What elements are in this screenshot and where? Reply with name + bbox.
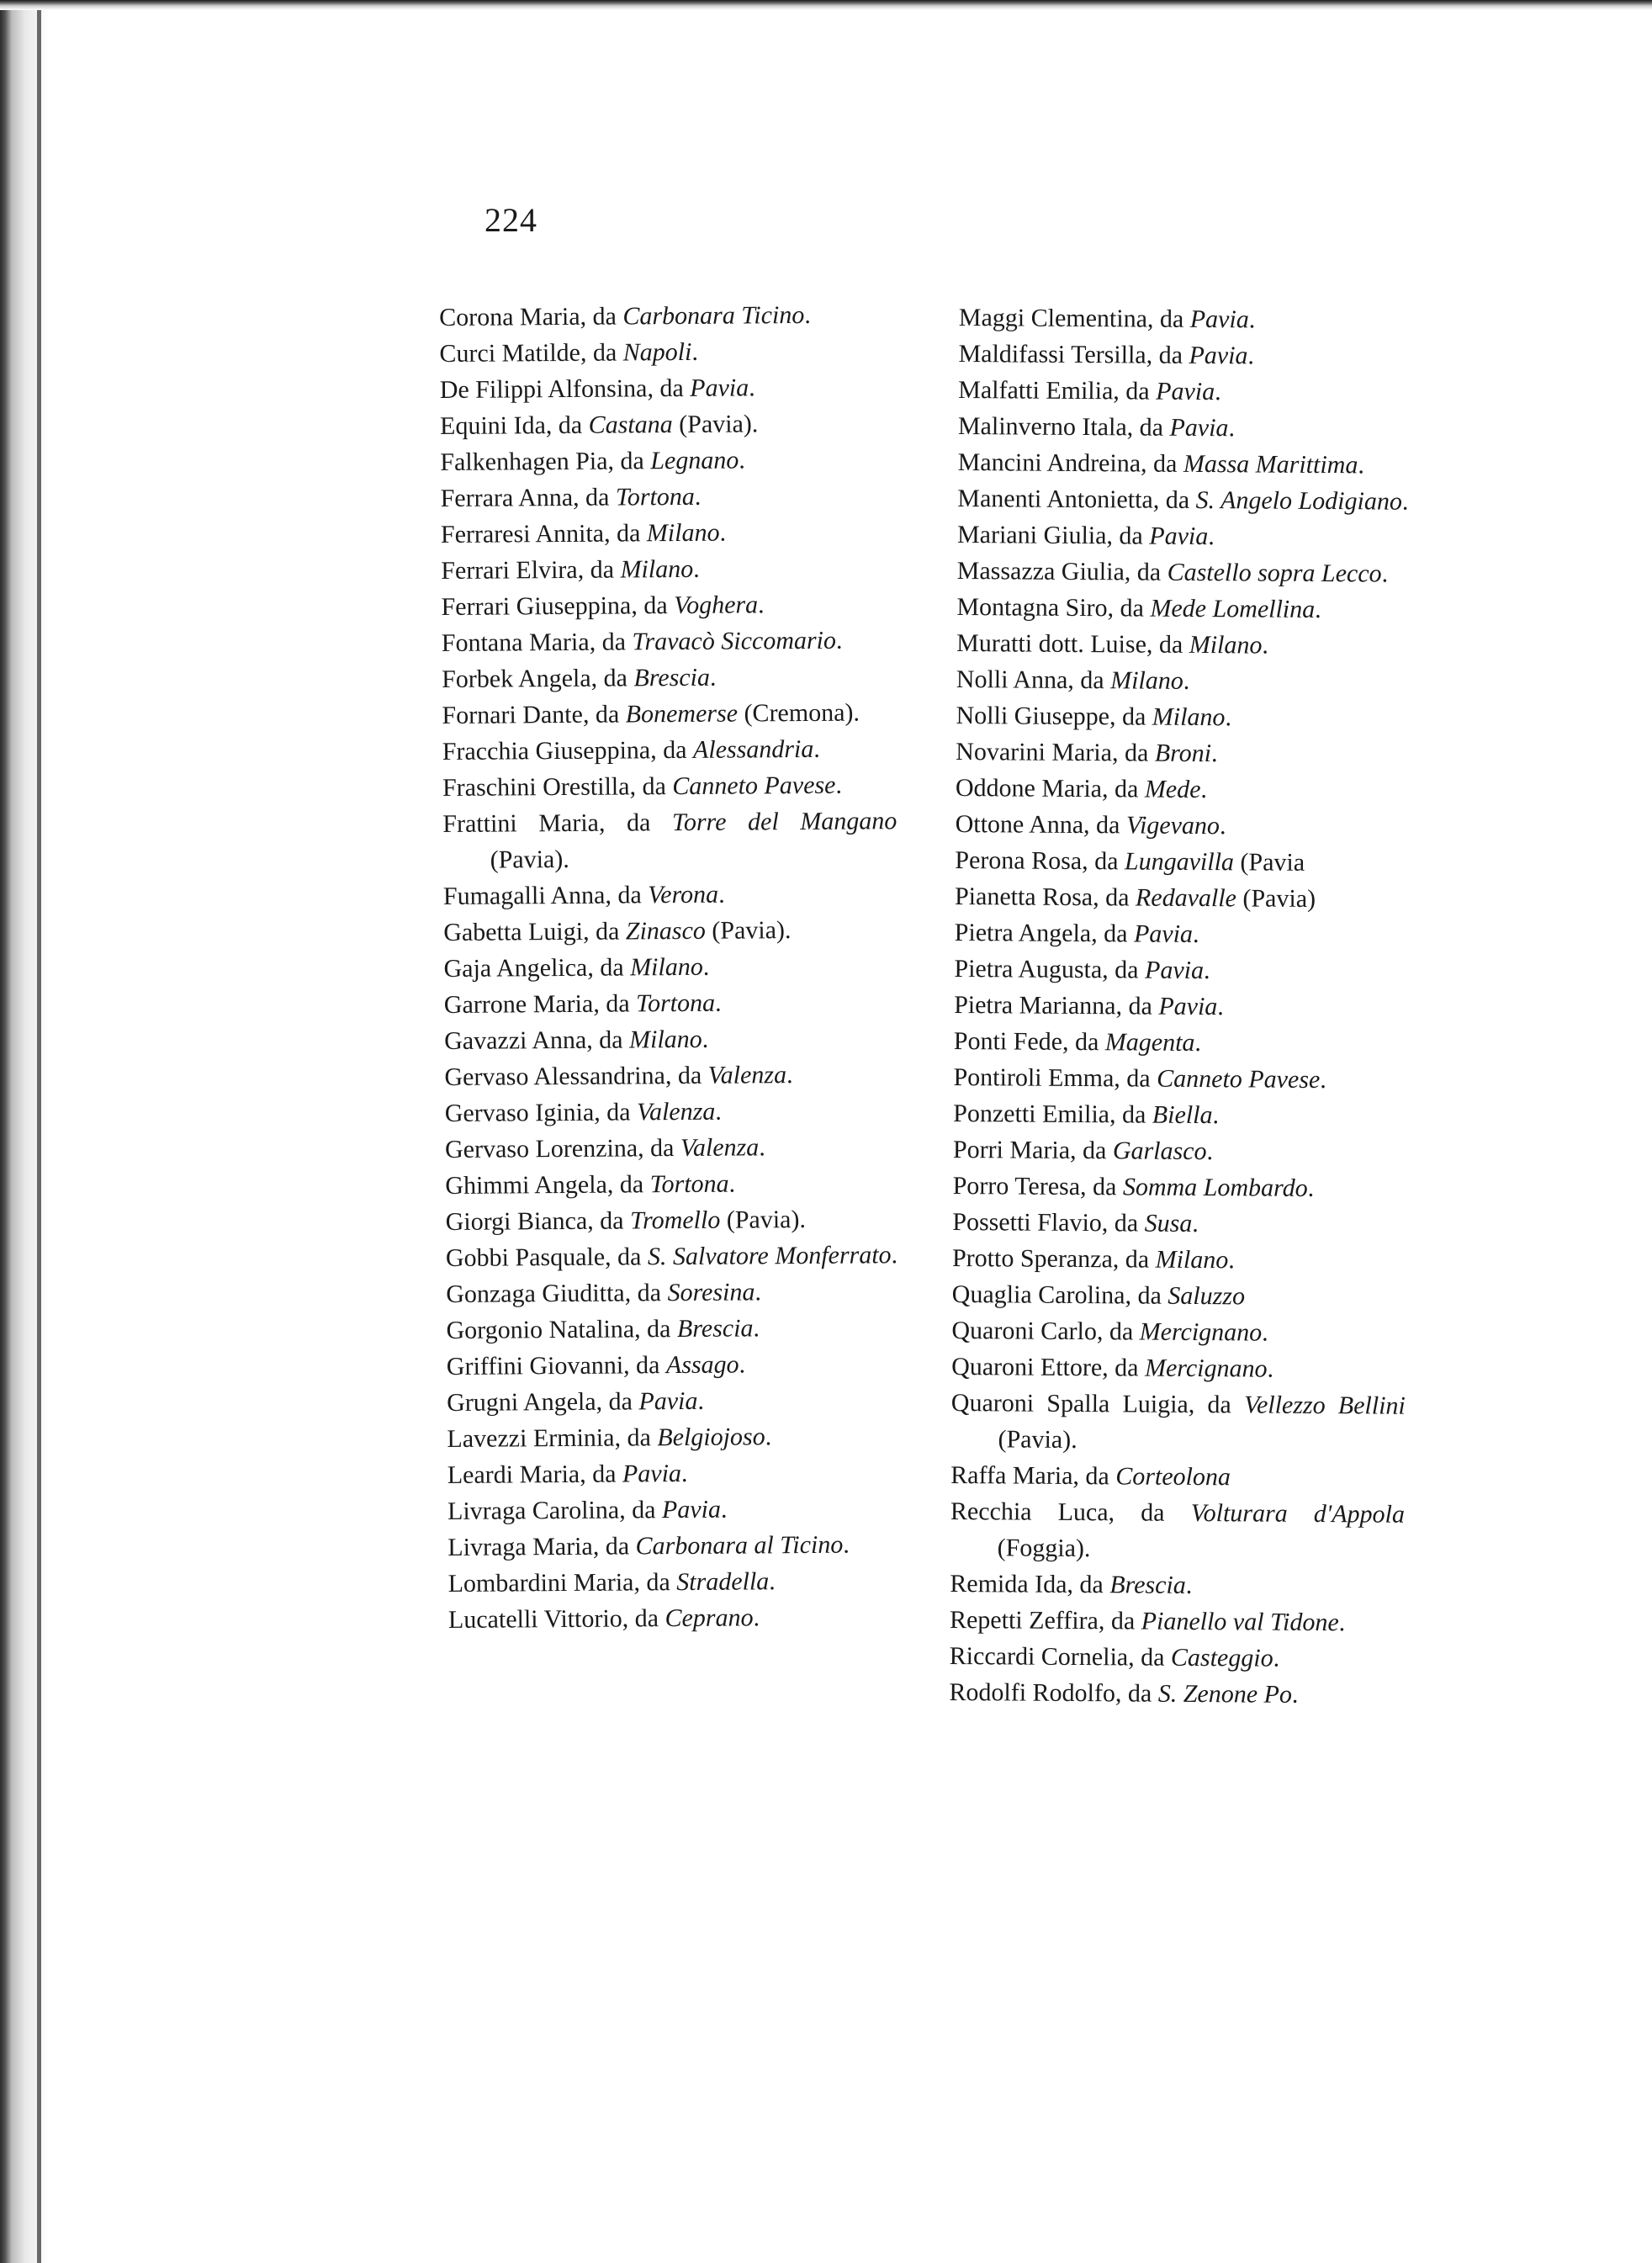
entry-suffix: . (813, 734, 820, 763)
entry-place: Pavia (638, 1386, 698, 1416)
entry-name: Quaroni Carlo, da (951, 1316, 1140, 1346)
entry-suffix: (Pavia). (672, 410, 759, 439)
entry-place: Brescia (676, 1314, 754, 1343)
entry-suffix: . (709, 663, 717, 692)
entry-name: Ferraresi Annita, da (440, 519, 647, 549)
list-item (440, 368, 894, 408)
entry-place: Torre del Mangano (671, 807, 897, 837)
entry-suffix: . (1291, 1680, 1299, 1709)
list-item (440, 441, 894, 480)
entry-suffix: . (1225, 703, 1232, 732)
entry-name: Porro Teresa, da (952, 1171, 1124, 1201)
list-item (955, 878, 1409, 918)
entry-place: Stradella (676, 1567, 770, 1597)
entry-name: Forbek Angela, da (442, 664, 634, 693)
list-item (958, 408, 1412, 448)
entry-name: Falkenhagen Pia, da (440, 447, 651, 476)
book-binding-edge (0, 0, 49, 2263)
entry-suffix: . (1401, 487, 1409, 516)
entry-place: Pavia (661, 1495, 722, 1524)
entry-suffix: . (1212, 1101, 1220, 1130)
entry-suffix: . (758, 591, 765, 619)
list-item (957, 553, 1411, 592)
list-item (440, 405, 894, 444)
entry-suffix: (Pavia). (720, 1205, 807, 1234)
list-item (951, 1349, 1406, 1388)
entry-name: Curci Matilde, da (439, 338, 623, 368)
entry-name: Fumagalli Anna, da (442, 881, 649, 910)
list-item (439, 296, 893, 336)
entry-place: Casteggio (1170, 1643, 1273, 1672)
entry-place: Pavia (1149, 522, 1209, 551)
entry-place: Pavia (1156, 377, 1215, 406)
entry-place: Massa Marittima (1183, 449, 1358, 480)
entry-place: Canneto Pavese (672, 771, 836, 801)
entry-name: Pontiroli Emma, da (953, 1063, 1157, 1093)
entry-place: Belgiojoso (657, 1423, 765, 1452)
entry-name: Ghimmi Angela, da (445, 1170, 650, 1200)
list-item (443, 911, 897, 951)
entry-suffix: . (697, 1386, 705, 1415)
list-item (447, 1418, 901, 1457)
entry-suffix: (Foggia). (997, 1534, 1091, 1563)
entry-place: Alessandria (692, 734, 814, 764)
list-item (956, 589, 1411, 628)
entry-name: Nolli Giuseppe, da (956, 701, 1152, 731)
list-item (442, 803, 897, 878)
entry-suffix: . (693, 554, 700, 583)
entry-place: S. Zenone Po (1157, 1679, 1293, 1709)
entry-suffix: . (1273, 1644, 1280, 1672)
entry-place: Carbonara Ticino (622, 300, 805, 331)
entry-place: Mercignano (1144, 1354, 1268, 1383)
entry-name: Ponzetti Emilia, da (953, 1099, 1152, 1129)
entry-suffix: . (1262, 1318, 1268, 1347)
list-item (448, 1562, 903, 1602)
entry-place: Milano (1152, 702, 1226, 732)
entry-place: Milano (1155, 1245, 1229, 1275)
entry-place: Pavia (1158, 992, 1218, 1021)
entry-name: Gavazzi Anna, da (444, 1026, 630, 1055)
entry-suffix: . (718, 880, 725, 909)
entry-place: Verona (648, 880, 719, 909)
entry-suffix: . (1183, 666, 1190, 695)
list-item (447, 1490, 902, 1529)
entry-place: Lungavilla (1124, 847, 1235, 877)
entry-place: Garlasco (1112, 1137, 1207, 1166)
list-item (441, 477, 895, 517)
page-number: 224 (484, 201, 537, 239)
entry-place: Pavia (1169, 413, 1229, 443)
list-item (956, 734, 1410, 773)
entry-place: Canneto Pavese (1157, 1064, 1321, 1094)
list-item (956, 770, 1410, 809)
list-item (955, 806, 1409, 845)
right-column (949, 299, 1413, 1714)
entry-name: Montagna Siro, da (956, 592, 1151, 623)
entry-suffix: . (1215, 378, 1221, 406)
entry-place: Voghera (674, 591, 759, 620)
entry-suffix: . (1203, 957, 1210, 985)
entry-name: Gabetta Luigi, da (443, 917, 626, 946)
entry-name: Raffa Maria, da (950, 1460, 1116, 1491)
entry-place: Milano (620, 554, 694, 584)
list-item (949, 1674, 1403, 1714)
entry-name: Grugni Angela, da (447, 1387, 639, 1417)
list-item (958, 372, 1412, 411)
entry-name: Ferrari Elvira, da (441, 555, 621, 585)
list-item (955, 842, 1409, 882)
entry-place: Ceprano (665, 1603, 754, 1633)
list-item (443, 947, 897, 987)
entry-name: Livraga Maria, da (447, 1532, 636, 1561)
entry-suffix: . (1208, 522, 1215, 551)
entry-suffix: . (1358, 451, 1365, 480)
entry-suffix: . (891, 1241, 898, 1269)
list-item (447, 1526, 902, 1566)
list-item (445, 1128, 899, 1168)
entry-suffix: . (680, 1459, 688, 1488)
entry-name: Frattini Maria, da (442, 808, 673, 838)
entry-place: Mede Lomellina (1150, 594, 1316, 623)
entry-place: Saluzzo (1168, 1281, 1246, 1311)
entry-name: Griffini Giovanni, da (446, 1351, 667, 1381)
entry-suffix: . (1315, 595, 1321, 624)
entry-name: Novarini Maria, da (956, 737, 1155, 767)
entry-place: Pavia (1189, 341, 1248, 370)
entry-suffix: . (1219, 812, 1226, 840)
list-item (447, 1454, 902, 1493)
entry-name: Possetti Flavio, da (952, 1207, 1145, 1237)
entry-suffix: (Pavia) (1236, 884, 1316, 913)
entry-name: Gonzaga Giuditta, da (446, 1279, 668, 1308)
entry-name: Quaglia Carolina, da (951, 1280, 1168, 1310)
list-item (955, 914, 1409, 954)
entry-name: Maldifassi Tersilla, da (958, 339, 1189, 369)
list-item (953, 1095, 1407, 1135)
entry-place: Castana (588, 411, 673, 439)
list-item (442, 622, 896, 661)
list-item (950, 1638, 1404, 1677)
list-item (951, 1312, 1406, 1352)
entry-suffix: . (804, 300, 811, 329)
list-item (443, 875, 897, 914)
entry-name: Gorgonio Natalina, da (446, 1315, 678, 1344)
list-item (442, 658, 896, 697)
entry-suffix: . (765, 1423, 772, 1451)
entry-suffix: . (835, 626, 843, 655)
entry-suffix: . (1200, 776, 1208, 804)
entry-place: Redavalle (1135, 883, 1237, 913)
entry-name: Mariani Giulia, da (956, 520, 1150, 550)
entry-suffix: . (755, 1278, 762, 1306)
list-item (439, 332, 893, 372)
list-item (442, 766, 897, 806)
list-item (953, 1059, 1407, 1099)
entry-name: Muratti dott. Luise, da (956, 628, 1189, 659)
entry-name: Rodolfi Rodolfo, da (949, 1677, 1158, 1708)
entry-suffix: . (1248, 305, 1256, 334)
list-item (952, 1168, 1406, 1207)
list-item (950, 1602, 1404, 1641)
entry-suffix: . (1194, 1028, 1202, 1057)
entry-name: Gaja Angelica, da (443, 953, 631, 983)
list-item (447, 1381, 901, 1421)
entry-place: Mede (1144, 775, 1201, 804)
entry-place: Brescia (1109, 1571, 1186, 1599)
entry-place: Volturara d'Appola (1190, 1498, 1406, 1529)
entry-place: Milano (1189, 630, 1263, 660)
entry-suffix: . (1267, 1354, 1274, 1383)
entry-place: Valenza (636, 1097, 716, 1126)
list-item (956, 661, 1411, 701)
list-item (959, 299, 1413, 339)
entry-name: Recchia Luca, da (950, 1497, 1191, 1527)
entry-name: Gervaso Lorenzina, da (444, 1134, 681, 1163)
entry-place: Bonemerse (625, 699, 739, 729)
list-item (441, 586, 895, 625)
entry-suffix: . (714, 988, 722, 1017)
list-item (447, 1345, 901, 1385)
entry-name: Fracchia Giuseppina, da (442, 735, 694, 766)
entry-name: Oddone Maria, da (955, 773, 1145, 803)
entry-name: Fontana Maria, da (441, 628, 633, 657)
entry-place: Pianello val Tidone (1141, 1607, 1339, 1637)
list-item (950, 1566, 1404, 1605)
entry-suffix: . (702, 952, 710, 981)
entry-name: Giorgi Bianca, da (445, 1206, 631, 1236)
list-item (954, 987, 1408, 1026)
list-item (952, 1276, 1406, 1316)
entry-name: Lavezzi Erminia, da (447, 1423, 658, 1453)
entry-place: Pavia (1144, 956, 1205, 985)
list-item (446, 1309, 900, 1349)
list-item (958, 336, 1412, 375)
entry-suffix: . (720, 1495, 728, 1524)
entry-place: Carbonara al Ticino (635, 1530, 844, 1561)
entry-name: Remida Ida, da (950, 1569, 1110, 1599)
entry-suffix: . (694, 482, 702, 511)
entry-suffix: . (753, 1314, 760, 1343)
entry-place: Vellezzo Bellini (1243, 1391, 1406, 1420)
entry-place: Milano (628, 1025, 702, 1054)
list-item (445, 1092, 899, 1132)
entry-suffix: . (769, 1567, 776, 1596)
entry-name: Lucatelli Vittorio, da (447, 1604, 665, 1634)
entry-place: Legnano (650, 446, 739, 475)
entry-name: Quaroni Ettore, da (951, 1352, 1146, 1382)
entry-name: Ferrari Giuseppina, da (441, 591, 675, 621)
entry-suffix: . (759, 1133, 765, 1162)
entry-suffix: . (835, 771, 843, 799)
entry-place: Valenza (680, 1133, 760, 1163)
entry-place: Pavia (622, 1460, 682, 1488)
entry-suffix: . (749, 374, 755, 402)
entry-suffix: . (691, 337, 699, 366)
list-item (950, 1457, 1405, 1497)
list-item (954, 1023, 1408, 1063)
entry-suffix: . (715, 1097, 722, 1126)
entry-name: Corona Maria, da (439, 302, 623, 331)
list-item (446, 1273, 900, 1312)
entry-place: Biella (1152, 1100, 1213, 1130)
list-item (952, 1204, 1406, 1243)
list-item (950, 1493, 1405, 1569)
entry-name: Equini Ida, da (439, 411, 589, 440)
entry-name: Fraschini Orestilla, da (442, 772, 673, 802)
entry-suffix: . (739, 1350, 746, 1379)
list-item (957, 480, 1411, 520)
entry-place: Susa (1144, 1209, 1193, 1237)
entry-suffix: . (719, 518, 727, 547)
entry-name: Gervaso Iginia, da (444, 1098, 638, 1127)
entry-name: Mancini Andreina, da (957, 448, 1184, 478)
list-item (444, 1020, 898, 1059)
entry-suffix: . (1217, 993, 1224, 1021)
entry-name: Pietra Angela, da (954, 918, 1135, 948)
entry-suffix: . (753, 1603, 760, 1632)
page-top-edge (0, 0, 1652, 10)
list-item (952, 1240, 1406, 1280)
entry-place: Somma Lombardo (1122, 1173, 1308, 1202)
entry-suffix: (Pavia). (705, 916, 792, 945)
left-column (439, 296, 903, 1638)
entry-name: Ferrara Anna, da (440, 483, 617, 512)
list-item (445, 1164, 899, 1204)
entry-suffix: . (1228, 1246, 1235, 1275)
entry-suffix: (Pavia). (998, 1425, 1078, 1455)
entry-place: Magenta (1104, 1028, 1195, 1057)
list-item (957, 444, 1411, 484)
entry-suffix: . (1192, 920, 1199, 949)
entry-place: Mercignano (1139, 1317, 1263, 1347)
list-item (442, 730, 897, 770)
entry-place: Vigevano (1125, 811, 1220, 840)
entry-place: Zinasco (625, 916, 706, 946)
entry-place: Milano (1110, 666, 1183, 695)
entry-name: Pietra Marianna, da (954, 990, 1159, 1020)
entry-name: De Filippi Alfonsina, da (439, 374, 691, 404)
list-item (950, 1385, 1406, 1460)
entry-name: Manenti Antonietta, da (957, 484, 1196, 514)
list-item (446, 1200, 900, 1240)
list-item (956, 697, 1410, 737)
list-item (441, 513, 895, 553)
entry-name: Fornari Dante, da (442, 700, 626, 729)
entry-place: Milano (630, 952, 703, 982)
entry-place: Broni (1154, 739, 1212, 768)
entry-place: Soresina (667, 1278, 755, 1307)
entry-suffix: . (843, 1530, 850, 1559)
entry-suffix: . (1210, 739, 1218, 768)
binding-shadow-line (37, 0, 41, 2263)
entry-place: Tortona (615, 482, 695, 511)
list-item (444, 983, 898, 1023)
entry-suffix: . (739, 446, 745, 474)
entry-name: Lombardini Maria, da (447, 1568, 677, 1598)
entry-suffix: . (1338, 1608, 1346, 1637)
entry-suffix: . (1381, 559, 1389, 588)
entry-place: Castello sopra Lecco (1167, 558, 1382, 588)
list-item (441, 549, 895, 589)
entry-suffix: . (1185, 1571, 1193, 1599)
entry-place: Tortona (635, 988, 716, 1018)
list-item (956, 625, 1411, 665)
entry-name: Gervaso Alessandrina, da (444, 1061, 708, 1091)
entry-name: Garrone Maria, da (443, 989, 637, 1019)
entry-suffix: . (1262, 631, 1269, 660)
entry-name: Livraga Carolina, da (447, 1496, 663, 1525)
entry-place: Valenza (707, 1061, 787, 1089)
list-item (957, 517, 1411, 556)
entry-name: Riccardi Cornelia, da (949, 1641, 1172, 1672)
list-item (448, 1598, 903, 1638)
entry-place: Pavia (1189, 305, 1249, 334)
entry-place: Pavia (1133, 920, 1194, 948)
entry-place: S. Angelo Lodigiano (1195, 485, 1403, 516)
entry-place: Assago (665, 1350, 739, 1380)
entry-name: Nolli Anna, da (956, 665, 1111, 695)
entry-name: Ottone Anna, da (955, 809, 1127, 840)
entry-place: Corteolona (1115, 1462, 1231, 1492)
entry-suffix: (Pavia). (490, 845, 569, 874)
entry-suffix: . (1228, 414, 1236, 443)
entry-name: Pietra Augusta, da (954, 954, 1146, 984)
entry-suffix: (Pavia (1233, 848, 1305, 877)
entry-suffix: . (786, 1061, 793, 1089)
list-item (442, 694, 896, 734)
list-item (444, 1056, 898, 1095)
entry-suffix: . (1192, 1209, 1199, 1238)
entry-name: Pianetta Rosa, da (954, 882, 1136, 912)
entry-place: S. Salvatore Monferrato (647, 1241, 892, 1271)
entry-name: Malfatti Emilia, da (958, 375, 1157, 405)
entry-name: Malinverno Itala, da (957, 411, 1170, 442)
entry-name: Maggi Clementina, da (958, 303, 1190, 333)
entry-suffix: . (702, 1025, 709, 1053)
list-item (446, 1237, 900, 1276)
entry-place: Brescia (633, 663, 711, 692)
entry-suffix: (Cremona). (737, 698, 860, 728)
entry-name: Ponti Fede, da (953, 1026, 1105, 1057)
entry-suffix: . (728, 1169, 736, 1198)
entry-suffix: . (1320, 1066, 1326, 1094)
list-item (953, 1132, 1407, 1171)
entry-name: Leardi Maria, da (447, 1460, 623, 1489)
entry-name: Porri Maria, da (952, 1135, 1114, 1165)
entry-name: Protto Speranza, da (951, 1243, 1156, 1274)
entry-place: Milano (646, 518, 720, 548)
entry-name: Quaroni Spalla Luigia, da (950, 1388, 1245, 1419)
entry-place: Tortona (649, 1169, 729, 1199)
entry-suffix: . (1247, 342, 1255, 370)
entry-name: Repetti Zeffira, da (949, 1605, 1141, 1635)
entry-place: Travacò Siccomario (632, 626, 837, 656)
entry-name: Gobbi Pasquale, da (445, 1243, 649, 1272)
list-item (954, 951, 1408, 990)
entry-place: Pavia (690, 374, 749, 402)
entry-place: Napoli (622, 337, 692, 367)
entry-place: Tromello (629, 1206, 721, 1235)
entry-suffix: . (1307, 1174, 1315, 1202)
entry-suffix: . (1206, 1137, 1214, 1166)
entry-name: Perona Rosa, da (955, 845, 1125, 876)
entry-name: Massazza Giulia, da (956, 556, 1168, 586)
